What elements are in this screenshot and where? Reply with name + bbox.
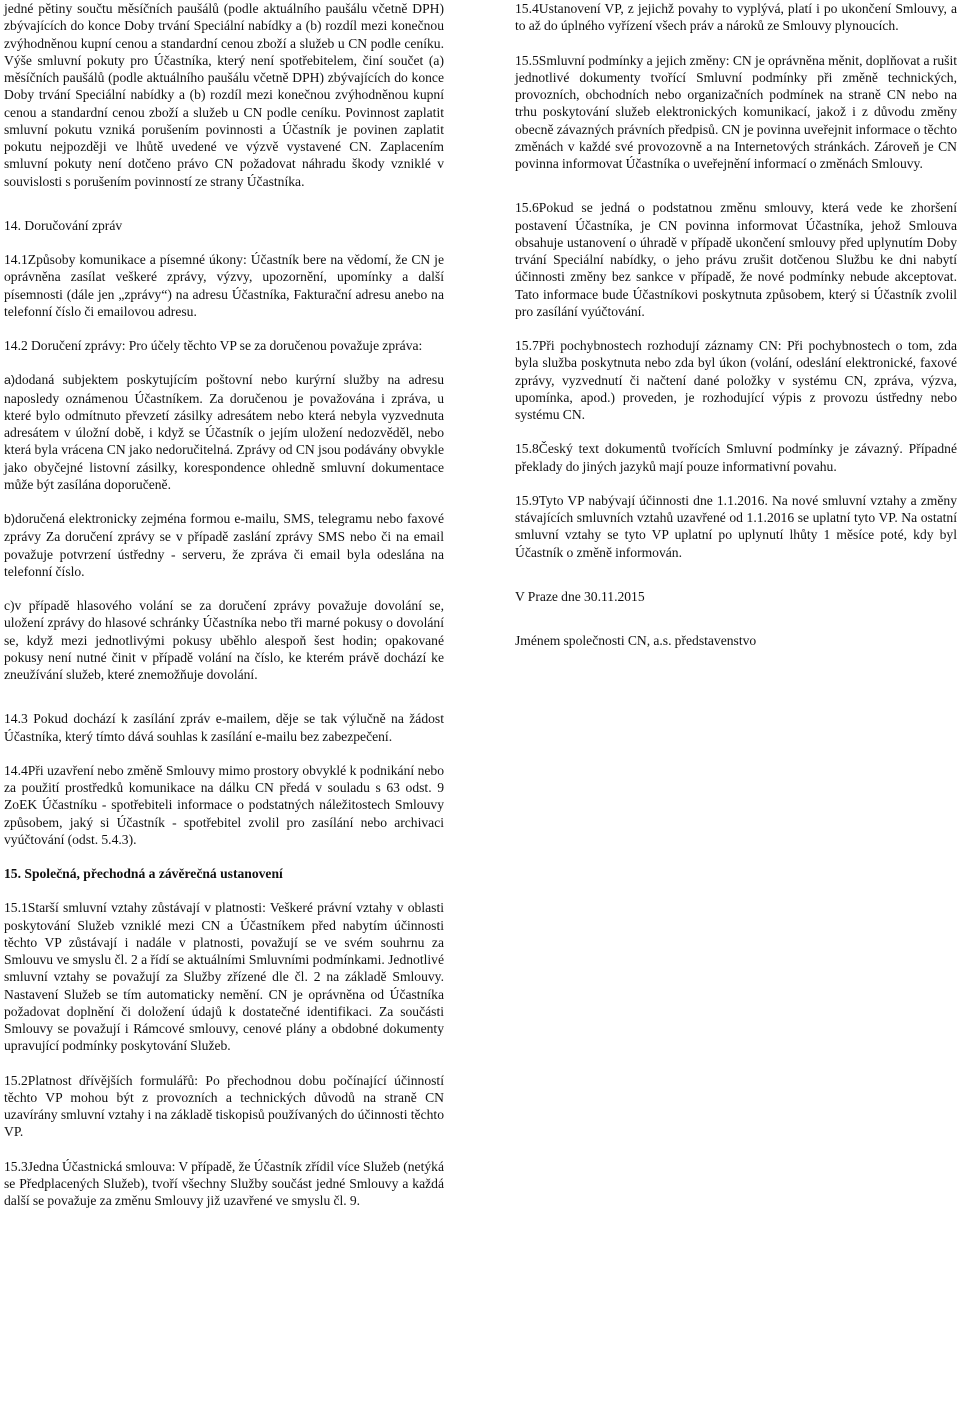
clause-14-2-a-text: dodaná subjektem poskytujícím poštovní nebo kurýrní služby na adresu naposledy oznámenou Účastníkem. Za doručenou je považována i zpráva, u které bylo odmítnuto převzetí zásilky adresátem nebo která nebyla vyzvednuta adresátem v úložní době, i když se Účastník o jejím uložení nedozvěděl, nebo která byla vrácena CN jako nedoručitelná. Zprávy od CN jsou podávány obvykle jako obyčejné listovní zásilky, korespondence ohledně smluvní dokumentace může být zasílána doporučeně. <box>4 372 444 492</box>
left-column <box>4 0 444 1209</box>
clause-14-2: 14.2 Doručení zprávy: Pro účely těchto VP se za doručenou považuje zpráva: <box>4 338 423 353</box>
clause-14-2-a <box>4 371 444 493</box>
clause-14-2-a-prefix: a) <box>4 373 16 388</box>
clause-15-7: 15.7Při pochybnostech rozhodují záznamy CN: Při pochybnostech o tom, zda byla služba poskytnuta nebo zda byl úkon (volání, odeslání elektronické, faxové zprávy, vyzvednutí či načtení dané položky v systému CN, zpráva, výzva, upomínka, apod.) proveden, je rozhodující výpis z provozu ústředny nebo systému CN. <box>515 338 957 422</box>
section-14-heading: 14. Doručování zpráv <box>4 217 123 233</box>
clause-14-1: 14.1Způsoby komunikace a písemné úkony: Účastník bere na vědomí, že CN je oprávněna zasílat veškeré zprávy, výzvy, upozornění, upomínky a další písemnosti (dále jen „zprávy“) na adresu Účastníka, Fakturační adresu anebo na telefonní číslo či emailovou adresu. <box>4 252 444 319</box>
right-column <box>515 0 957 649</box>
penalty-paragraph <box>4 0 444 190</box>
clause-14-2-c: c)v případě hlasového volání se za doručení zprávy považuje dovolání se, uložení zprávy do hlasové schránky Účastníka nebo tři marné pokusy o dovolání se, když mezi jednotlivými pokusy uběhlo alespoň šest hodin; opakované pokusy není nutné činit v případě volání na číslo, ke kterém právě dochází ke zneužívání služeb, které znemožňuje dovolání. <box>4 598 444 682</box>
place-and-date: V Praze dne 30.11.2015 <box>515 588 645 604</box>
clause-14-2-b-prefix: b) <box>4 512 16 526</box>
penalty-paragraph-part-1: jedné pětiny součtu měsíčních paušálů (podle aktuálního paušálu včetně DPH) zbývajících do konce Doby trvání Speciální nabídky a (b) rozdíl mezi konečnou zvýhodněnou kupní cenou a standardní cenou zboží a služeb u CN podle ceníku. <box>4 1 444 51</box>
clause-15-6: 15.6Pokud se jedná o podstatnou změnu smlouvy, která vede ke zhoršení postavení Účastníka, je CN povinna informovat Účastníka, jehož Smlouva obsahuje ustanovení o úhradě v případě ukončení smlouvy před uplynutím Doby trvání Speciální nabídky, o jeho právu zrušit dotčenou Službu ke dni nabytí účinnosti změny bez sankce v případě, že nové podmínky nebude akceptovat. Tato informace bude Účastníkovi poskytnuta způsobem, který si Účastník zvolil pro zasílání vyúčtování. <box>515 200 957 319</box>
clause-15-1: 15.1Starší smluvní vztahy zůstávají v platnosti: Veškeré právní vztahy v oblasti poskytování Služeb vzniklé mezi CN a Účastníkem před nabytím účinnosti těchto VP zůstávají i nadále v platnosti, považují se ve svém souhrnu za Smlouvu ve smyslu čl. 2 a řídí se aktuálními Smluvními podmínkami. Jednotlivé smluvní vztahy se považují za Služby zřízené dle čl. 2 na základě Smlouvy. Nastavení Služeb se tím automaticky nemění. CN je oprávněna od Účastníka požadovat doplnění či doložení údajů k dostatečné identifikaci. Za součásti Smlouvy se považují i Rámcové smlouvy, cenové plány a obdobné dokumenty upravující podmínky poskytování Služeb. <box>4 900 444 1054</box>
clause-15-5: 15.5Smluvní podmínky a jejich změny: CN je oprávněna měnit, doplňovat a rušit jednotlivé dokumenty tvořící Smluvní podmínky při změně technických, provozních, obchodních nebo organizačních podmínek na straně CN nebo na trhu poskytování služeb elektronických komunikací, jakož i z důvodu změny obecně závazných právních předpisů. CN je povinna uveřejnit informace o těchto změnách v každé své provozovně a na Internetových stránkách. Zároveň je CN povinna informovat Účastníka o uveřejnění informací o změnách Smlouvy. <box>515 52 957 171</box>
signature-line: Jménem společnosti CN, a.s. představenstvo <box>515 633 757 648</box>
clause-15-2: 15.2Platnost dřívějších formulářů: Po přechodnou dobu počínající účinností těchto VP mohou být z provozních a technických důvodů na straně CN uzavírány smluvní vztahy i na základě tiskopisů používaných do účinnosti těchto VP. <box>4 1072 444 1140</box>
clause-14-2-b <box>4 510 444 580</box>
clause-14-3: 14.3 Pokud dochází k zasílání zpráv e-mailem, děje se tak výlučně na žádost Účastníka, který tímto dává souhlas k zasílání e-mailu bez zabezpečení. <box>4 711 444 744</box>
penalty-paragraph-part-2: Výše smluvní pokuty pro Účastníka, který není spotřebitelem, činí součet (a) měsíčních paušálů (podle aktuálního paušálu včetně DPH) zbývajících do konce Doby trvání Speciální nabídky a (b) rozdíl mezi konečnou zvýhodněnou kupní cenou a standardní cenou zboží a služeb u CN podle ceníku. Povinnost zaplatit smluvní pokutu vzniká porušením povinnosti a Účastník je povinen zaplatit pokutu nejpozději ve lhůtě uvedené ve výzvě vystavené CN. Zaplacením smluvní pokuty není dotčeno právo CN požadovat náhradu škody vzniklé v souvislosti s porušením povinností ze strany Účastníka. <box>4 52 444 189</box>
clause-15-8: 15.8Český text dokumentů tvořících Smluvní podmínky je závazný. Případné překlady do jiných jazyků mají pouze informativní povahu. <box>515 441 957 474</box>
clause-14-4: 14.4Při uzavření nebo změně Smlouvy mimo prostory obvyklé k podnikání nebo za použití prostředků komunikace na dálku CN předá v souladu s 63 odst. 9 ZoEK Účastníku - spotřebiteli informace o podstatných náležitostech Smlouvy způsobem, jaký si Účastník - spotřebitel zvolil pro zasílání nebo archivaci vyúčtování (odst. 5.4.3). <box>4 762 444 847</box>
section-15-heading: 15. Společná, přechodná a závěrečná ustanovení <box>4 866 283 881</box>
clause-15-9: 15.9Tyto VP nabývají účinnosti dne 1.1.2016. Na nové smluvní vztahy a změny stávajících smluvních vztahů uzavřené od 1.1.2016 se uplatní tyto VP. Na ostatní smluvní vztahy se tyto VP uplatní po uplynutí lhůty 1 měsíce poté, kdy byl Účastník o změně informován. <box>515 492 957 560</box>
clause-15-3: 15.3Jedna Účastnická smlouva: V případě, že Účastník zřídil více Služeb (netýká se Předplacených Služeb), tvoří všechny Služby součást jedné Smlouvy a každá další se považuje za změnu Smlouvy již uzavřené ve smyslu čl. 9. <box>4 1158 444 1208</box>
clause-14-2-b-text: doručená elektronicky zejména formou e-mailu, SMS, telegramu nebo faxové zprávy Za doručení zprávy se v případě zaslání zprávy SMS nebo či na email považuje potvrzení ústředny - serveru, že zpráva či email byla odeslána na telefonní číslo. <box>4 511 444 579</box>
clause-15-4: 15.4Ustanovení VP, z jejichž povahy to vyplývá, platí i po ukončení Smlouvy, a to až do úplného vyřízení všech práv a nároků ze Smlouvy plynoucích. <box>515 1 957 34</box>
